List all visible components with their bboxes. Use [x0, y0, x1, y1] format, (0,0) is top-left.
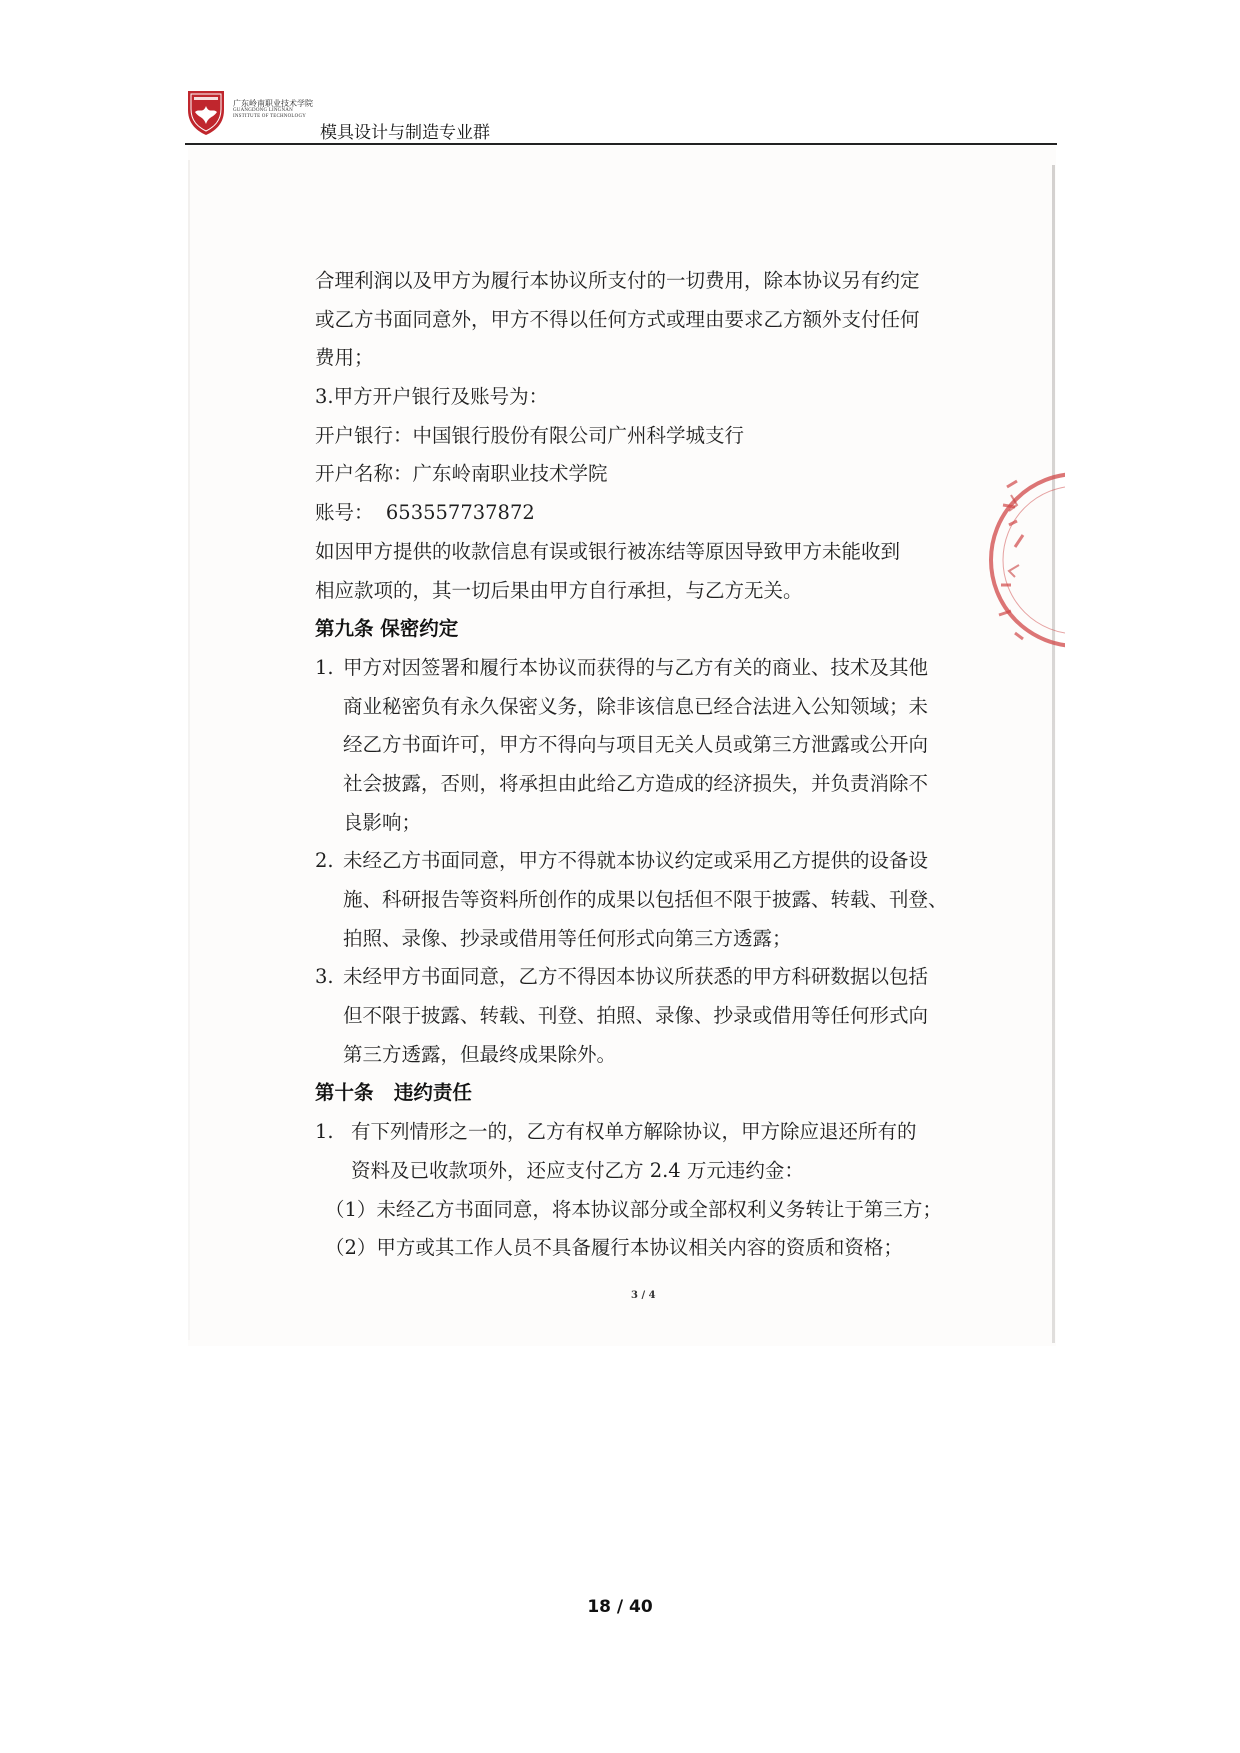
text-line: 但不限于披露、转载、刊登、拍照、录像、抄录或借用等任何形式向	[343, 1004, 929, 1028]
institution-name-en: GUANGDONG LINGNAN INSTITUTE OF TECHNOLOGY	[233, 108, 307, 119]
header-divider	[185, 143, 1057, 145]
page-header	[185, 88, 1057, 144]
text-line: 良影响；	[343, 810, 422, 834]
sub-item-2: （2）甲方或其工作人员不具备履行本协议相关内容的资质和资格；	[325, 1236, 903, 1260]
text-line: 拍照、录像、抄录或借用等任何形式向第三方透露；	[343, 926, 792, 950]
article-10-item-1: 1. 有下列情形之一的，乙方有权单方解除协议，甲方除应退还所有的	[315, 1113, 965, 1152]
text-line: 3.甲方开户银行及账号为：	[315, 385, 549, 409]
article-9-item-2: 2. 未经乙方书面同意，甲方不得就本协议约定或采用乙方提供的设备设	[315, 842, 965, 881]
scan-page-number: 3 / 4	[631, 1290, 656, 1301]
text-line: 第三方透露，但最终成果除外。	[343, 1042, 617, 1066]
institution-name-cn: 广东岭南职业技术学院	[233, 99, 313, 108]
department-title: 模具设计与制造专业群	[320, 123, 490, 143]
text-line-account-number: 账号： 653557737872	[315, 501, 535, 525]
article-9-item-3: 3. 未经甲方书面同意，乙方不得因本协议所获悉的甲方科研数据以包括	[315, 958, 965, 997]
item-number: 1.	[315, 655, 334, 679]
institution-logo-icon	[185, 88, 227, 136]
scan-edge	[1052, 165, 1055, 1343]
text-line: 社会披露，否则，将承担由此给乙方造成的经济损失，并负责消除不	[343, 771, 929, 795]
article-9-item-1: 1. 甲方对因签署和履行本协议而获得的与乙方有关的商业、技术及其他	[315, 649, 965, 688]
item-number: 1.	[315, 1120, 334, 1144]
scan-shadow	[188, 160, 190, 1340]
text-line: 经乙方书面许可，甲方不得向与项目无关人员或第三方泄露或公开向	[343, 733, 929, 757]
text-line: 如因甲方提供的收款信息有误或银行被冻结等原因导致甲方未能收到	[315, 539, 901, 563]
sub-item-1: （1）未经乙方书面同意，将本协议部分或全部权利义务转让于第三方；	[325, 1197, 942, 1221]
article-10-title: 第十条 违约责任	[315, 1081, 472, 1105]
text-line-account-name: 开户名称：广东岭南职业技术学院	[315, 462, 608, 486]
text-line: 费用；	[315, 346, 374, 370]
text-line: 商业秘密负有永久保密义务，除非该信息已经合法进入公知领域；未	[343, 694, 929, 718]
text-line: 或乙方书面同意外，甲方不得以任何方式或理由要求乙方额外支付任何	[315, 307, 920, 331]
text-line: 资料及已收款项外，还应支付乙方 2.4 万元违约金：	[351, 1158, 804, 1182]
item-number: 2.	[315, 849, 334, 873]
item-number: 3.	[315, 965, 334, 989]
company-seal-icon	[985, 465, 1065, 655]
document-body	[315, 262, 965, 1268]
text-line: 施、科研报告等资料所创作的成果以包括但不限于披露、转载、刊登、	[343, 888, 948, 911]
article-9-title: 第九条 保密约定	[315, 617, 459, 641]
text-line-bank: 开户银行：中国银行股份有限公司广州科学城支行	[315, 423, 745, 447]
text-line: 相应款项的，其一切后果由甲方自行承担，与乙方无关。	[315, 578, 803, 602]
page-number: 18 / 40	[587, 1597, 653, 1617]
text-line: 合理利润以及甲方为履行本协议所支付的一切费用，除本协议另有约定	[315, 269, 920, 292]
